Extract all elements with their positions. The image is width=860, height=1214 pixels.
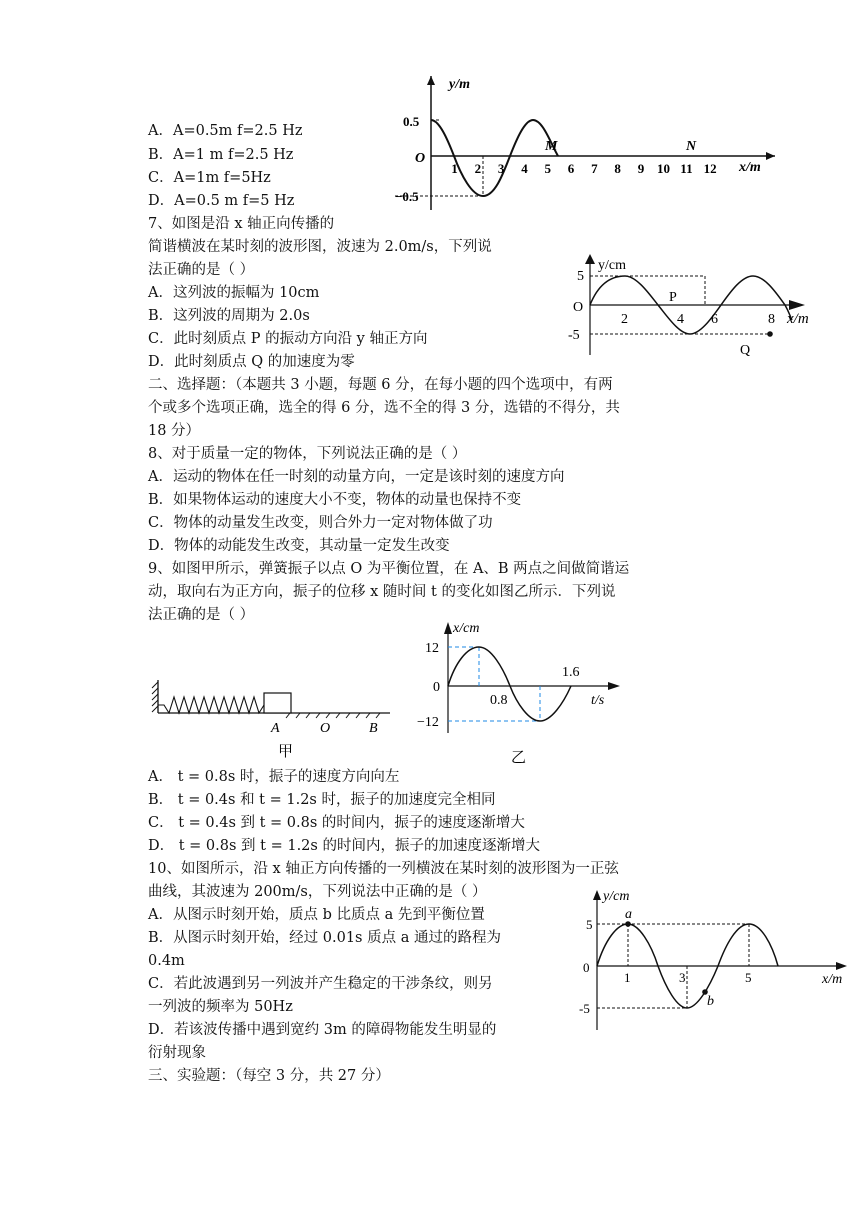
q9-option-b: B． t = 0.4s 和 t = 1.2s 时，振子的加速度完全相同	[148, 792, 496, 808]
point-o-label: O	[320, 721, 331, 736]
q6-option-c: C．A=1m f=5Hz	[148, 170, 271, 186]
x-tick-label: 5	[745, 970, 752, 985]
x-axis-arrow	[789, 300, 805, 310]
x-tick-label: 6	[567, 161, 575, 176]
q8-stem: 8、对于质量一定的物体，下列说法正确的是（ ）	[148, 446, 467, 462]
point-p-label: P	[669, 290, 677, 305]
origin-label: 0	[433, 680, 440, 695]
y-axis-label: y/m	[449, 77, 470, 92]
q10-option-a: A．从图示时刻开始，质点 b 比质点 a 先到平衡位置	[148, 907, 485, 923]
y-tick-label: 0.5	[403, 114, 420, 129]
x-tick-label: 8	[768, 312, 775, 327]
section3-heading: 三、实验题：（每空 3 分，共 27 分）	[148, 1068, 390, 1084]
x-tick-label: 6	[711, 312, 718, 327]
x-tick-label: 1.6	[562, 665, 580, 680]
origin-label: 0	[583, 960, 590, 975]
x-tick-label: 0.8	[490, 693, 508, 708]
q8-option-d: D．物体的动能发生改变，其动量一定发生改变	[148, 538, 450, 554]
x-axis-arrow	[836, 962, 847, 970]
x-axis-label: t/s	[591, 693, 605, 708]
x-axis-label: x/m	[822, 972, 843, 987]
y-axis-arrow	[427, 76, 435, 85]
x-tick-label: 5	[544, 161, 551, 176]
q9-option-d: D． t = 0.8s 到 t = 1.2s 的时间内，振子的加速度逐渐增大	[148, 838, 540, 854]
q6-option-b: B．A=1 m f=2.5 Hz	[148, 147, 294, 163]
q7-stem-line: 法正确的是（ ）	[148, 262, 255, 278]
origin-label: O	[415, 151, 426, 166]
figure-caption: 乙	[511, 750, 527, 766]
q7-wave-figure	[565, 250, 815, 360]
point-a-marker	[625, 921, 631, 927]
x-tick-label: 4	[677, 312, 684, 327]
x-tick-label: 3	[497, 161, 505, 176]
displacement-curve	[448, 647, 571, 721]
x-tick-label: 12	[703, 161, 717, 176]
y-tick-label: 5	[577, 269, 584, 284]
y-axis-label: y/cm	[603, 889, 630, 904]
x-tick-label: 4	[521, 161, 528, 176]
x-tick-label: 11	[680, 161, 693, 176]
point-b-label: B	[369, 721, 378, 736]
x-tick-label: 3	[679, 970, 686, 985]
x-axis-label: x/m	[739, 160, 761, 175]
q10-wave-figure	[577, 880, 852, 1040]
q9-stem-line: 动，取向右为正方向，振子的位移 x 随时间 t 的变化如图乙所示．下列说	[148, 584, 616, 600]
x-axis-arrow	[444, 622, 452, 634]
q10-option-b-cont: 0.4m	[148, 953, 185, 969]
y-tick-label: -5	[579, 1001, 590, 1016]
q7-option-b: B．这列波的周期为 2.0s	[148, 308, 310, 324]
point-a-label: a	[625, 907, 632, 922]
q7-option-a: A．这列波的振幅为 10cm	[148, 285, 320, 301]
spring	[158, 697, 264, 713]
point-q-marker	[767, 331, 773, 337]
q9-option-c: C． t = 0.4s 到 t = 0.8s 的时间内，振子的速度逐渐增大	[148, 815, 525, 831]
q10-option-c: C．若此波遇到另一列波并产生稳定的干涉条纹，则另	[148, 976, 493, 992]
q9-option-a: A． t = 0.8s 时，振子的速度方向向左	[148, 769, 400, 785]
y-tick-label: 5	[586, 917, 593, 932]
q9-xt-graph	[415, 618, 630, 768]
y-tick-label: -5	[568, 328, 580, 343]
point-q-label: Q	[740, 343, 751, 358]
point-b-label: b	[707, 994, 714, 1009]
q9-stem-line: 9、如图甲所示，弹簧振子以点 O 为平衡位置，在 A、B 两点之间做简谐运	[148, 561, 630, 577]
q6-option-a: A．A=0.5m f=2.5 Hz	[148, 123, 303, 139]
y-axis-arrow	[593, 890, 601, 900]
q10-option-d: D．若该波传播中遇到宽约 3m 的障碍物能发生明显的	[148, 1022, 497, 1038]
x-axis-label: x/m	[787, 311, 809, 327]
q10-option-d-cont: 衍射现象	[148, 1045, 206, 1061]
x-tick-label: 2	[474, 161, 482, 176]
q6-wave-figure	[395, 70, 780, 220]
y-axis-label: x/cm	[453, 621, 480, 636]
x-tick-label: 10	[657, 161, 670, 176]
x-tick-label: 2	[621, 312, 628, 327]
x-tick-label: 8	[614, 161, 621, 176]
q6-option-d: D．A=0.5 m f=5 Hz	[148, 193, 295, 209]
q7-stem-line: 7、如图是沿 x 轴正向传播的	[148, 216, 335, 232]
origin-label: O	[573, 300, 584, 315]
y-tick-label: −0.5	[395, 189, 419, 204]
q10-stem-line: 10、如图所示，沿 x 轴正方向传播的一列横波在某时刻的波形图为一正弦	[148, 861, 619, 877]
x-tick-label: 1	[624, 970, 631, 985]
point-m-label: M	[545, 139, 558, 154]
q10-stem-line: 曲线，其波速为 200m/s，下列说法中正确的是（ ）	[148, 884, 487, 900]
y-tick-label: −12	[417, 715, 439, 730]
q7-option-d: D．此时刻质点 Q 的加速度为零	[148, 354, 355, 370]
x-tick-label: 7	[591, 161, 598, 176]
q7-option-c: C．此时刻质点 P 的振动方向沿 y 轴正方向	[148, 331, 428, 347]
q10-option-c-cont: 一列波的频率为 50Hz	[148, 999, 293, 1015]
point-n-label: N	[686, 139, 697, 154]
x-tick-label: 1	[451, 161, 458, 176]
q8-option-c: C．物体的动量发生改变，则合外力一定对物体做了功	[148, 515, 493, 531]
x-tick-label: 9	[637, 161, 645, 176]
q10-option-b: B．从图示时刻开始，经过 0.01s 质点 a 通过的路程为	[148, 930, 501, 946]
q8-option-b: B．如果物体运动的速度大小不变，物体的动量也保持不变	[148, 492, 522, 508]
t-axis-arrow	[608, 682, 620, 690]
point-a-label: A	[271, 721, 280, 736]
q7-stem-line: 简谐横波在某时刻的波形图，波速为 2.0m/s，下列说	[148, 239, 492, 255]
oscillator-block	[264, 693, 291, 713]
section2-heading: 18 分）	[148, 423, 201, 439]
q9-spring-figure	[150, 670, 395, 765]
figure-caption: 甲	[278, 744, 294, 760]
y-axis-arrow	[585, 254, 595, 264]
section2-heading: 个或多个选项正确，选全的得 6 分，选不全的得 3 分，选错的不得分，共	[148, 400, 620, 416]
q9-stem-line: 法正确的是（ ）	[148, 607, 255, 623]
x-axis-arrow	[766, 152, 775, 160]
y-axis-label: y/cm	[598, 258, 626, 273]
wave-curve	[431, 120, 558, 196]
section2-heading: 二、选择题：（本题共 3 小题，每题 6 分，在每小题的四个选项中，有两	[148, 377, 613, 393]
y-tick-label: 12	[425, 641, 439, 656]
q8-option-a: A．运动的物体在任一时刻的动量方向，一定是该时刻的速度方向	[148, 469, 565, 485]
